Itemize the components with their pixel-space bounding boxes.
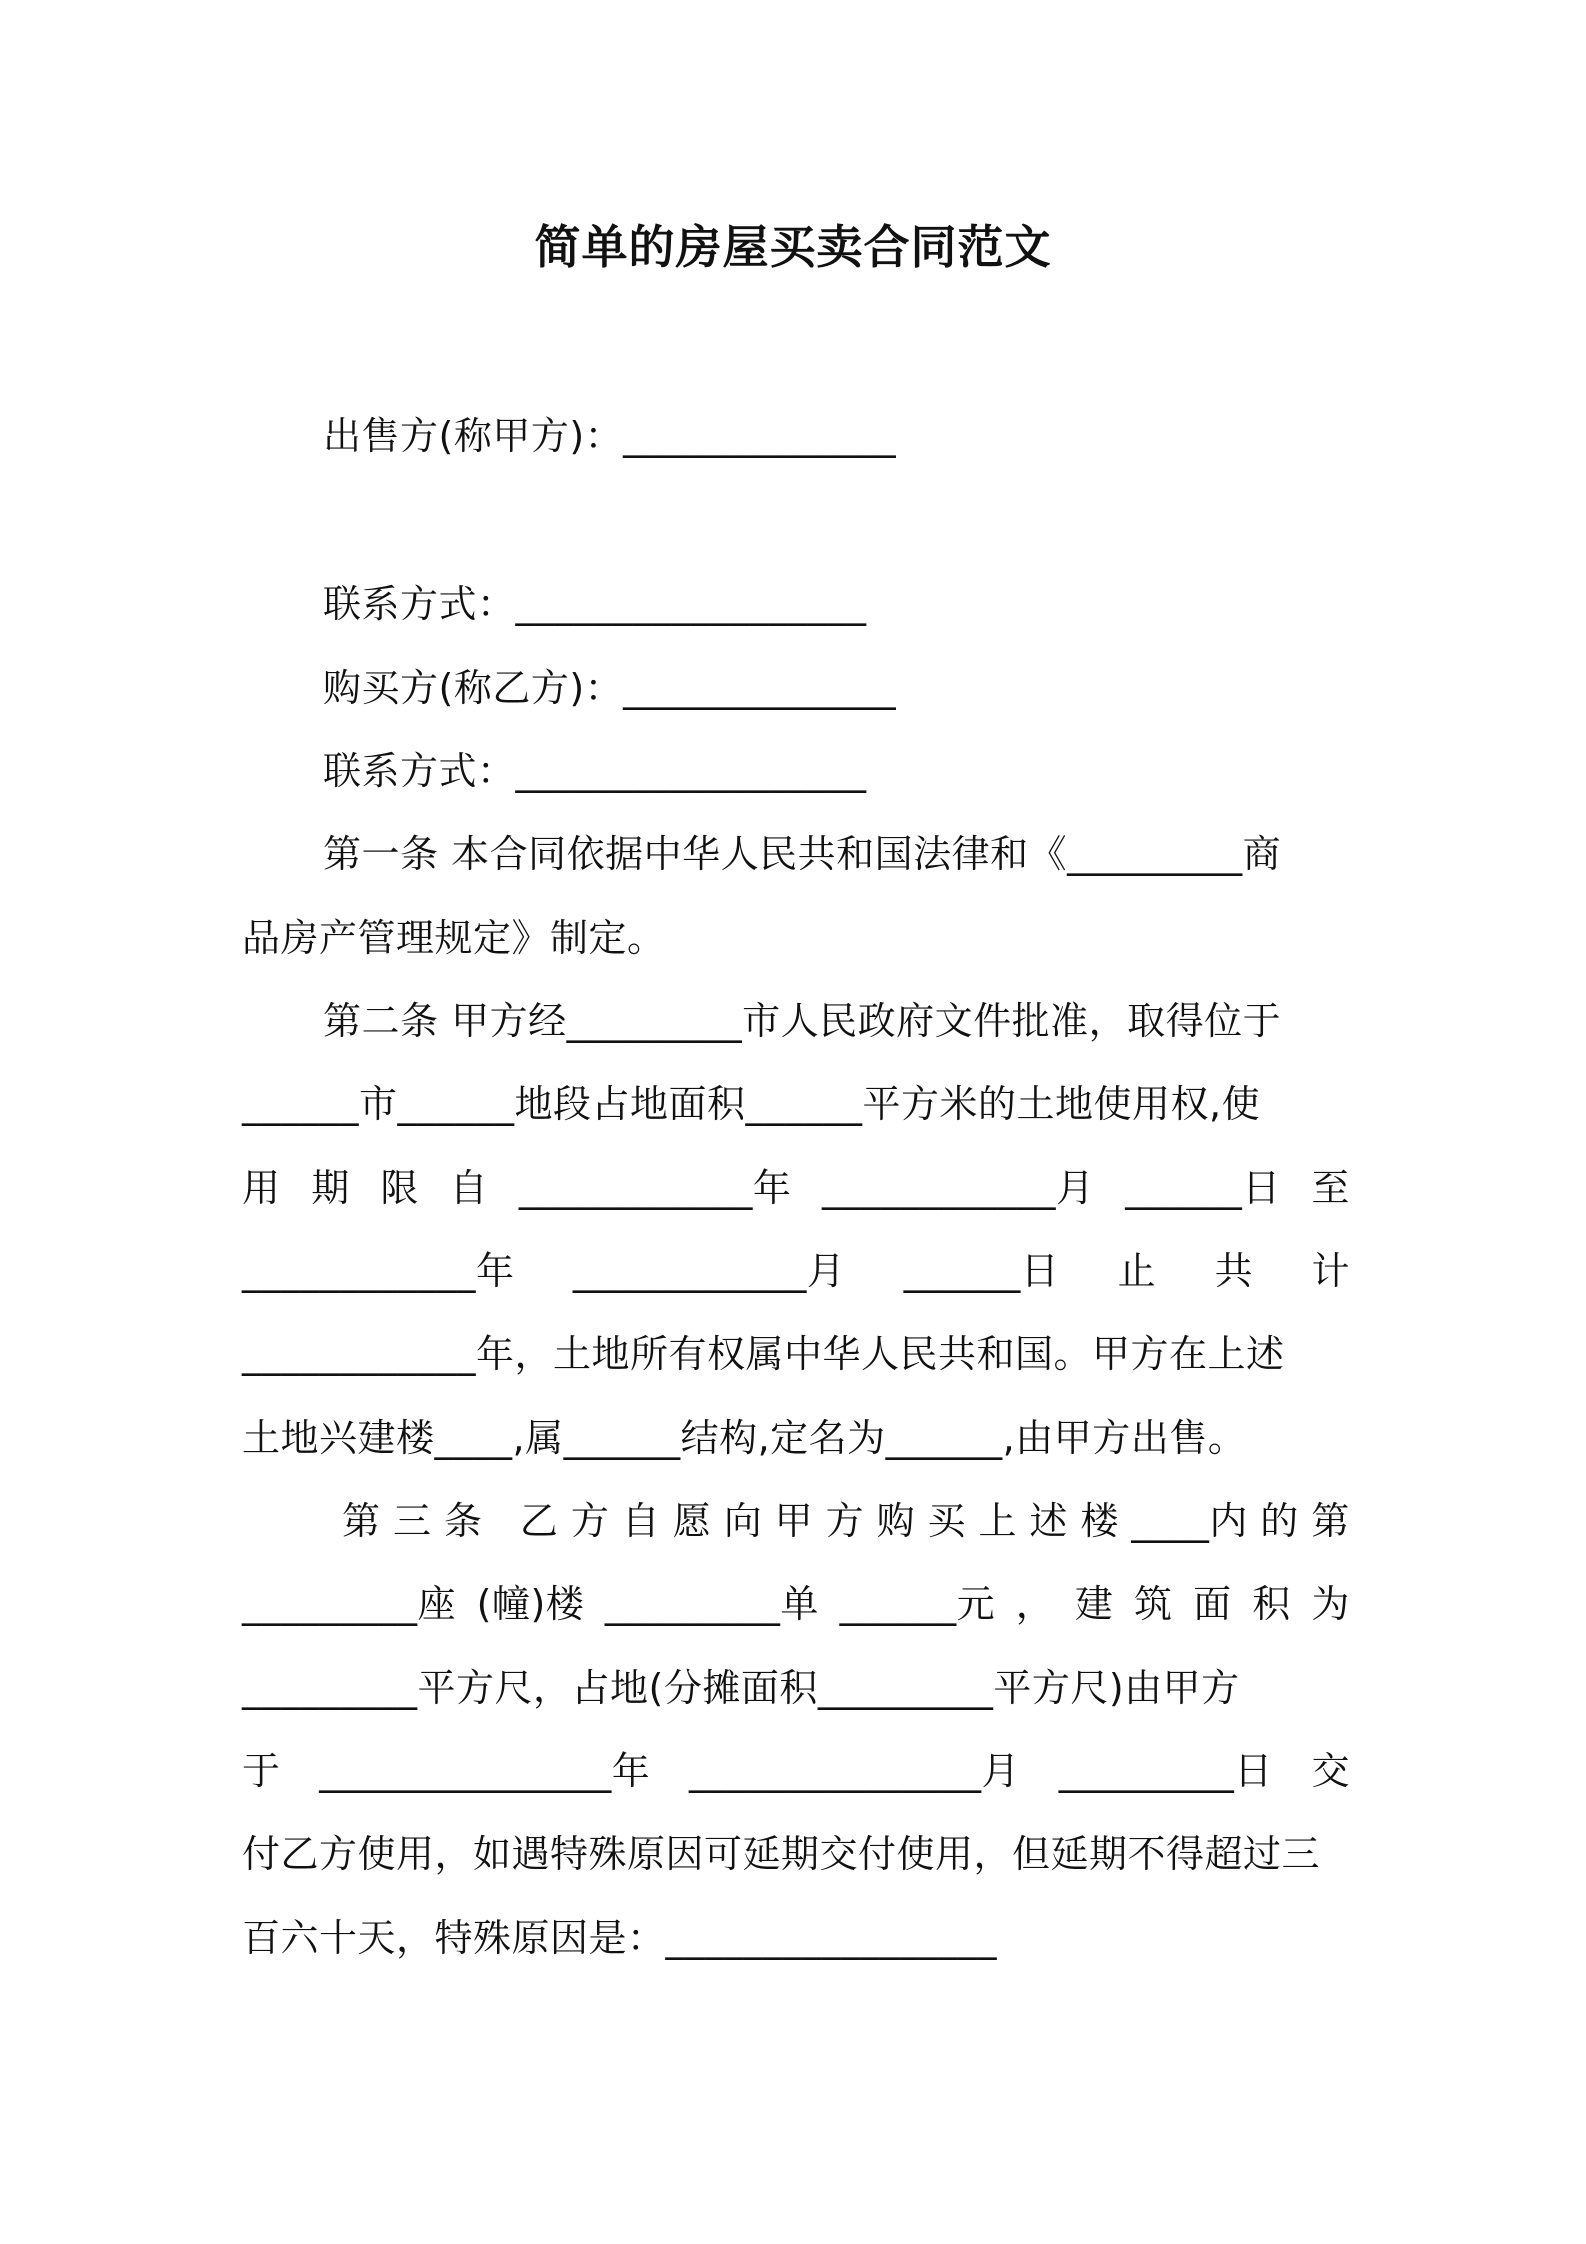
text-fragment: _________座 (242, 1582, 457, 1626)
article-2-line-2: ______市______地段占地面积______平方米的土地使用权,使 (242, 1082, 1261, 1126)
text-fragment: 止 (1117, 1249, 1157, 1293)
article-3-line-4 (242, 1741, 1350, 1801)
text-fragment: 自 (449, 1166, 489, 1210)
text-fragment: _________单 (604, 1582, 819, 1626)
article-1-line-2: 品房产管理规定》制定。 (242, 916, 666, 960)
text-fragment: 筑 (1133, 1582, 1173, 1626)
buyer-contact-line: 联系方式：__________________ (323, 749, 867, 793)
text-fragment: 上 (978, 1499, 1017, 1543)
text-fragment: 向 (723, 1499, 763, 1543)
text-fragment: 共 (1214, 1249, 1254, 1293)
article-3-line-1 (342, 1491, 1350, 1551)
text-fragment: 述 (1029, 1499, 1068, 1543)
article-2-line-4 (242, 1241, 1350, 1301)
article-3-line-3: _________平方尺，占地(分摊面积_________平方尺)由甲方 (242, 1666, 1240, 1710)
text-fragment: ____________月 (822, 1166, 1095, 1210)
text-fragment: 计 (1311, 1249, 1350, 1293)
article-3-line-5: 付乙方使用，如遇特殊原因可延期交付使用，但延期不得超过三 (242, 1832, 1321, 1876)
text-fragment: 于 (242, 1749, 281, 1793)
text-fragment: 至 (1311, 1166, 1350, 1210)
article-1-line-1: 第一条 本合同依据中华人民共和国法律和《_________商 (323, 832, 1282, 876)
text-fragment: 交 (1311, 1749, 1350, 1793)
article-2-line-3 (242, 1158, 1350, 1218)
article-2-line-6: 土地兴建楼____,属______结构,定名为______,由甲方出售。 (242, 1416, 1247, 1460)
article-3-line-6: 百六十天，特殊原因是：_________________ (242, 1916, 998, 1960)
article-3-line-2 (242, 1574, 1350, 1634)
text-fragment: 楼 (1080, 1499, 1119, 1543)
text-fragment: 乙 (519, 1499, 559, 1543)
text-fragment: 面 (1193, 1582, 1232, 1626)
text-fragment: 条 (443, 1499, 483, 1543)
text-fragment: 建 (1074, 1582, 1114, 1626)
text-fragment: _________日 (1058, 1749, 1273, 1793)
text-fragment: 积 (1252, 1582, 1291, 1626)
seller-contact-line: 联系方式：__________________ (323, 582, 867, 626)
document-title: 简单的房屋买卖合同范文 (534, 220, 1052, 274)
text-fragment: 三 (392, 1499, 432, 1543)
article-2-line-1: 第二条 甲方经_________市人民政府文件批准，取得位于 (323, 999, 1282, 1043)
buyer-line: 购买方(称乙方)：______________ (323, 666, 897, 710)
text-fragment: 甲 (774, 1499, 814, 1543)
text-fragment: 限 (380, 1166, 419, 1210)
text-fragment: 买 (927, 1499, 967, 1543)
text-fragment: _______________月 (688, 1749, 1020, 1793)
text-fragment: 用 (242, 1166, 281, 1210)
text-fragment: 愿 (672, 1499, 712, 1543)
text-fragment: ______日 (1125, 1166, 1281, 1210)
text-fragment: 方 (570, 1499, 610, 1543)
text-fragment: ______日 (903, 1249, 1060, 1293)
text-fragment: ____________年 (518, 1166, 792, 1210)
text-fragment: 购 (876, 1499, 916, 1543)
text-fragment: _______________年 (319, 1749, 651, 1793)
text-fragment: 自 (621, 1499, 661, 1543)
text-fragment: 第 (342, 1499, 381, 1543)
text-fragment: (幢)楼 (476, 1582, 585, 1626)
text-fragment: ______元 (839, 1582, 996, 1626)
seller-line: 出售方(称甲方)：______________ (323, 414, 897, 458)
text-fragment: 的 (1260, 1499, 1299, 1543)
text-fragment: 为 (1311, 1582, 1350, 1626)
article-2-line-5: ____________年，土地所有权属中华人民共和国。甲方在上述 (242, 1332, 1285, 1376)
text-fragment: 期 (311, 1166, 350, 1210)
text-fragment: ____________年 (242, 1249, 515, 1293)
text-fragment: ， (1015, 1582, 1055, 1626)
text-fragment (495, 1491, 508, 1551)
text-fragment: ____内 (1131, 1499, 1248, 1543)
text-fragment: 方 (825, 1499, 865, 1543)
text-fragment: ____________月 (572, 1249, 846, 1293)
text-fragment: 第 (1311, 1499, 1350, 1543)
